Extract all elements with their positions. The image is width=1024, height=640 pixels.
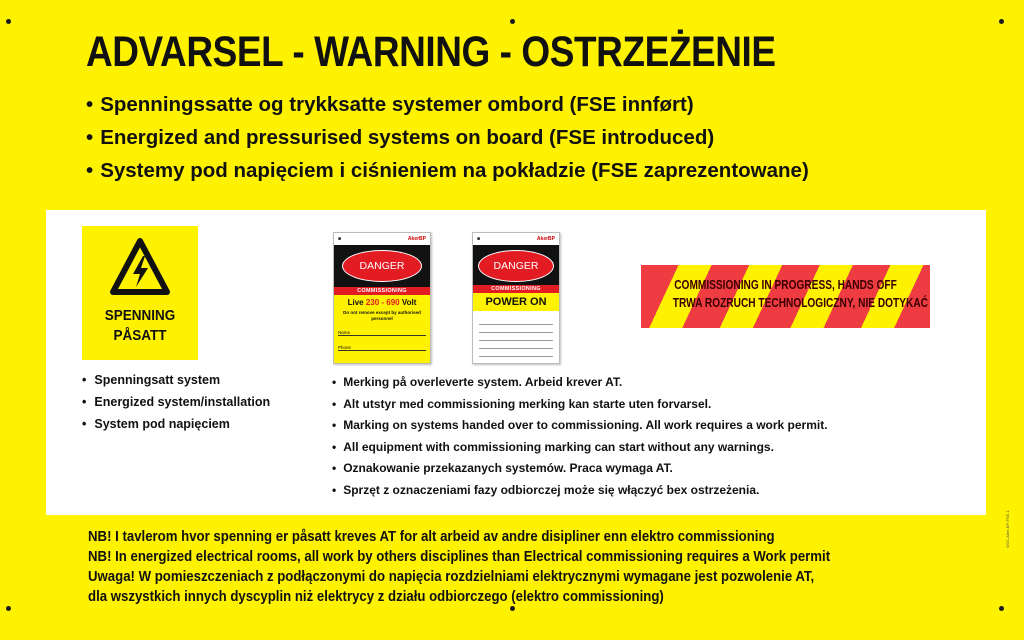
high-voltage-icon — [110, 238, 170, 296]
commissioning-bullet: • Sprzęt z oznaczeniami fazy odbiorczej może się włączyć bex ostrzeżenia. — [332, 483, 828, 505]
commissioning-bullet: • All equipment with commissioning marking can start without any warnings. — [332, 440, 828, 462]
tape-line-polish: TRWA ROZRUCH TECHNOLOGICZNY, NIE DOTYKAĆ — [672, 295, 928, 310]
nb-line-norwegian: NB! I tavlerom hvor spenning er påsatt kreves AT for alt arbeid av andre disipliner enn elektro commissioning — [88, 528, 775, 545]
danger-header — [473, 245, 559, 285]
sign-product-code: W1C-Aker-BP-FSE-1 — [1005, 510, 1010, 548]
energized-bullet: • System pod napięciem — [82, 417, 270, 439]
danger-live-voltage-tag — [333, 232, 431, 364]
commissioning-bullet: • Alt utstyr med commissioning merking kan starte uten forvarsel. — [332, 397, 828, 419]
tag-write-lines — [473, 311, 559, 364]
nb-notice — [88, 527, 830, 607]
commissioning-hazard-tape — [641, 265, 930, 328]
nb-line-english: NB! In energized electrical rooms, all work by others disciplines than Electrical commissioning requires a Work permit — [88, 548, 831, 565]
commissioning-bullet: • Marking on systems handed over to commissioning. All work requires a work permit. — [332, 418, 828, 440]
danger-label: DANGER — [478, 250, 554, 282]
top-bullet-norwegian: • Spenningssatte og trykksatte systemer ombord (FSE innført) — [86, 94, 809, 127]
spenning-pasatt-text: SPENNING PÅSATT — [104, 307, 176, 344]
danger-power-on-tag — [472, 232, 560, 364]
nb-line-polish: Uwaga! W pomieszczeniach z podłączonymi do napięcia rozdzielniami elektrycznymi wymagane jest pozwolenie AT, — [88, 568, 815, 585]
energized-bullet: • Spenningsatt system — [82, 373, 270, 395]
tag-header: ■ AkerBP — [334, 233, 430, 245]
spenning-pasatt-sign — [82, 226, 198, 360]
akerbp-logo: AkerBP — [407, 236, 426, 242]
danger-label: DANGER — [342, 250, 422, 282]
top-bullet-english: • Energized and pressurised systems on board (FSE introduced) — [86, 127, 809, 160]
energized-bullet-list — [82, 373, 270, 439]
commissioning-bullet-list — [332, 375, 828, 505]
mount-hole — [999, 606, 1004, 611]
mount-hole — [6, 19, 11, 24]
top-bullet-polish: • Systemy pod napięciem i ciśnieniem na pokładzie (FSE zaprezentowane) — [86, 160, 809, 193]
akerbp-logo: AkerBP — [536, 236, 555, 242]
phone-field: Phone — [338, 345, 426, 351]
commissioning-bullet: • Oznakowanie przekazanych systemów. Praca wymaga AT. — [332, 461, 828, 483]
commissioning-bar: COMMISSIONING — [473, 285, 559, 293]
power-on-label: POWER ON — [473, 293, 559, 311]
name-field: Name — [338, 330, 426, 336]
live-voltage: Live 230 - 690 Volt — [347, 298, 417, 307]
voltage-range: 230 - 690 — [365, 298, 400, 307]
energized-bullet: • Energized system/installation — [82, 395, 270, 417]
tag-body — [334, 295, 430, 364]
sign-title: ADVARSEL - WARNING - OSTRZEŻENIE — [86, 28, 776, 76]
tag-header: ■ AkerBP — [473, 233, 559, 245]
mount-hole — [999, 19, 1004, 24]
mount-hole — [6, 606, 11, 611]
tape-line-english: COMMISSIONING IN PROGRESS, HANDS OFF — [674, 277, 897, 292]
mount-hole — [510, 19, 515, 24]
white-info-panel — [46, 210, 986, 515]
commissioning-bullet: • Merking på overleverte system. Arbeid krever AT. — [332, 375, 828, 397]
commissioning-bar: COMMISSIONING — [334, 287, 430, 295]
nb-line-polish-cont: dla wszystkich innych dyscyplin niż elektrycy z działu odbiorczego (elektro commissioning) — [88, 588, 664, 605]
top-bullet-list — [86, 94, 809, 193]
tag-note: Do not remove except by authorised personnel — [343, 310, 421, 321]
danger-header — [334, 245, 430, 287]
